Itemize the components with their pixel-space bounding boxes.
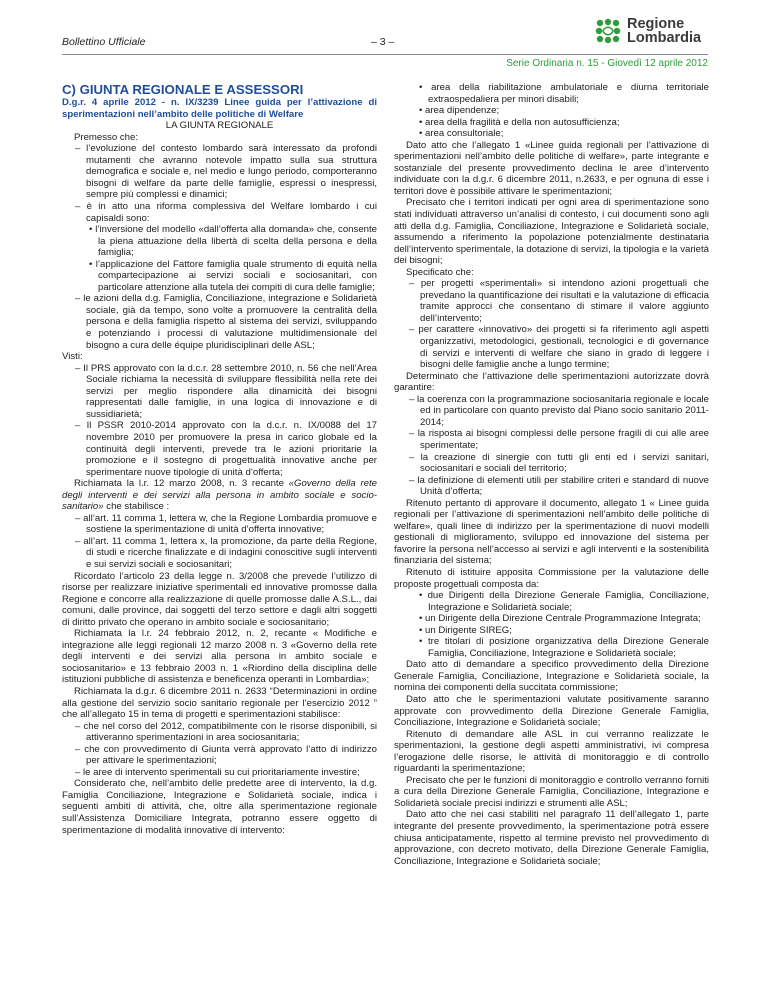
paragraph: Determinato che l’attivazione delle sperimentazioni autorizzate dovrà garantire:	[394, 370, 709, 394]
left-column	[62, 82, 377, 836]
dash-item: – la definizione di elementi utili per stabilire criteri e standard di nuove Unità d’offerta;	[409, 474, 709, 498]
header-rule	[62, 54, 708, 55]
regione-lombardia-logo	[595, 17, 701, 45]
dash-item: – per carattere «innovativo» dei progetti si fa riferimento agli aspetti organizzativi, metodologici, gestionali, tecnologici e di governance di servizi e interventi di welfare che siano in grado di leggere i bisogni delle famiglie anche a lungo termine;	[409, 324, 709, 371]
dash-item: – le azioni della d.g. Famiglia, Conciliazione, integrazione e Solidarietà sociale, già da tempo, sono volte a promuovere la centralità della persona e della famiglia rispetto al sistema dei servizi, sviluppando e potenziando i processi di valutazione multidimensionale del bisogno a cura delle équipe pluridisciplinari delle ASL;	[75, 293, 377, 351]
bullet-item: • area della fragilità e della non autosufficienza;	[419, 116, 620, 128]
dash-item: – la creazione di sinergie con tutti gli enti ed i servizi sanitari, sociosanitari e sociali del territorio;	[409, 451, 709, 475]
dash-item: – per progetti «sperimentali» si intendono azioni progettuali che prevedano la quantificazione dei risultati e la valutazione di efficacia tramite approcci che consentano di stimare il valore aggiunto dell’intervento;	[409, 278, 709, 324]
bullet-item: • un Dirigente della Direzione Centrale Programmazione Integrata;	[419, 613, 701, 625]
paragraph: Specificato che:	[406, 266, 474, 278]
bullet-item: • l’inversione del modello «dall’offerta alla domanda» che, consente la piena attuazione della libertà di scelta della persona e della famiglia;	[89, 224, 377, 259]
bullet-item: • tre titolari di posizione organizzativa della Direzione Generale Famiglia, Conciliazione, Integrazione e Solidarietà sociale;	[419, 636, 709, 659]
dash-item: – che nel corso del 2012, compatibilmente con le risorse disponibili, si attiveranno sperimentazioni in area sociosanitaria;	[75, 720, 377, 744]
text: Richiamata la l.r. 12 marzo 2008, n. 3 recante	[74, 478, 289, 490]
paragraph: Ritenuto di demandare alle ASL in cui verranno realizzate le sperimentazioni, la gestione degli aspetti amministrativi, ivi compresa l’erogazione delle risorse, le attività di monitoraggio e di controllo riguardanti la sperimentazione;	[394, 728, 709, 775]
paragraph: Dato atto che nei casi stabiliti nel paragrafo 11 dell’allegato 1, parte integrante del presente provvedimento, la sperimentazione potrà essere chiusa anticipatamente, rispetto al termine previsto nel provvedimento di approvazione, con decreto motivato, della Direzione Generale Famiglia, Conciliazione, Integrazione e Solidarietà sociale;	[394, 809, 709, 867]
bullet-item: • due Dirigenti della Direzione Generale Famiglia, Conciliazione, Integrazione e Solidarietà sociale;	[419, 590, 709, 613]
page-number: – 3 –	[371, 36, 395, 48]
paragraph: Ricordato l’articolo 23 della legge n. 3/2008 che prevede l’utilizzo di risorse per realizzare iniziative sperimentali ed innovative promosse dalla Regione e concorre alla realizzazione di quelle promosse dalle A.S.L., dai comuni, dalle province, dai soggetti del terzo settore e dagli altri soggetti di diritto privato che operano in ambito sociale e sociosanitario;	[62, 570, 377, 628]
logo-text	[627, 17, 701, 45]
paragraph: Precisato che per le funzioni di monitoraggio e controllo verranno forniti a cura della Direzione Generale Famiglia, Conciliazione, Integrazione e Solidarietà sociale precisi indirizzi e strumenti alle ASL;	[394, 774, 709, 809]
dash-item: – la coerenza con la programmazione sociosanitaria regionale e locale ed in particolare con quanto previsto dal Piano socio sanitario 2011-2014;	[409, 393, 709, 428]
paragraph: Precisato che i territori indicati per ogni area di sperimentazione sono stati individuati attraverso un’analisi di contesto, i cui documenti sono agli atti della d.g. Famiglia, Conciliazione, Integrazione e Solidarietà sociale, assumendo a riferimento la popolazione potenzialmente destinataria dell’intervento sperimentale, la dotazione di servizi, la tipologia e la varietà dei bisogni;	[394, 197, 709, 267]
paragraph: Dato atto che l’allegato 1 «Linee guida regionali per l’attivazione di sperimentazioni nell’ambito delle politiche di welfare», parte integrante e sostanziale del presente provvedimento declina le aree d’intervento individuate con la d.g.r. 6 dicembre 2011, n.2633, e per ognuna di esse i territori dove è possibile attivare le sperimentazioni;	[394, 139, 709, 197]
dash-item: – all’art. 11 comma 1, lettera x, la promozione, da parte della Regione, di studi e ricerche finalizzate e di indagini conoscitive sugli interventi e sui servizi sociali e sociosanitari;	[75, 535, 377, 570]
dash-item: – Il PSSR 2010-2014 approvato con la d.c.r. n. IX/0088 del 17 novembre 2010 per promuovere la presa in carico globale ed la continuità degli interventi, prevede tra le azioni prioritarie la promozione e il sostegno di progettualità innovative anche per sperimentare nuove tipologie di unità d’offerta;	[75, 420, 377, 478]
series-info: Serie Ordinaria n. 15 - Giovedì 12 aprile 2012	[506, 58, 708, 69]
bullet-item: • area consultoriale;	[419, 128, 504, 140]
right-column	[394, 82, 709, 867]
paragraph: Premesso che:	[74, 131, 138, 143]
bullet-item: • area dipendenze;	[419, 105, 500, 117]
bullet-item: • un Dirigente SIREG;	[419, 624, 512, 636]
dash-item: – Il PRS approvato con la d.c.r. 28 settembre 2010, n. 56 che nell’Area Sociale richiama la necessità di sviluppare flessibilità nella rete dei servizi per meglio rispondere alla dinamicità dei bisogni rappresentati dalle famiglie, in una logica di innovazione e di sussidiarietà;	[75, 362, 377, 420]
dash-item: – le aree di intervento sperimentali su cui prioritariamente investire;	[75, 766, 360, 778]
rose-camuna-icon	[595, 18, 621, 44]
dash-item: – l’evoluzione del contesto lombardo sarà interessato da profondi mutamenti che avranno notevole impatto sulla sua struttura demografica e sociale e, nel medio e lungo periodo, comporteranno bisogni di welfare da parte delle famiglie, espressi o inespressi, sempre più complessi e dinamici;	[75, 143, 377, 201]
text: che stabilisce :	[103, 501, 170, 513]
section-title: C) GIUNTA REGIONALE E ASSESSORI	[62, 82, 304, 97]
paragraph	[62, 478, 377, 513]
giunta-heading: LA GIUNTA REGIONALE	[165, 120, 274, 132]
logo-line-2: Lombardia	[627, 30, 702, 46]
dash-item: – la risposta ai bisogni complessi delle persone fragili di cui alle aree sperimentate;	[409, 428, 709, 451]
logo-line-1: Regione	[627, 16, 685, 32]
law-title: «Governo della rete degli interventi e dei servizi alla persona in ambito sociale e socio-sanitario»	[62, 478, 377, 513]
paragraph: Richiamata la d.g.r. 6 dicembre 2011 n. 2633 “Determinazioni in ordine alla gestione del servizio socio sanitario regionale per l’esercizio 2012 ” che all’allegato 15 in tema di progetti e sperimentazioni stabilisce:	[62, 685, 377, 721]
paragraph: Dato atto che le sperimentazioni valutate positivamente saranno approvate con provvedimento della Direzione Generale Famiglia, Conciliazione, Integrazione e Solidarietà sociale;	[394, 693, 709, 729]
paragraph: Richiamata la l.r. 24 febbraio 2012, n. 2, recante « Modifiche e integrazione alle leggi regionali 12 marzo 2008 n. 3 «Governo della rete degli interventi e dei servizi alla persona in ambito sociale e sociosanitario» e 13 febbraio 2003 n. 1 «Riordino della disciplina delle istituzioni pubbliche di assistenza e beneficenza operanti in Lombardia»;	[62, 628, 377, 686]
dash-item: – è in atto una riforma complessiva del Welfare lombardo i cui capisaldi sono:	[75, 201, 377, 224]
paragraph: Visti:	[62, 351, 83, 363]
paragraph: Dato atto di demandare a specifico provvedimento della Direzione Generale Famiglia, Conciliazione, Integrazione e Solidarietà sociale, la nomina dei componenti della succitata commissione;	[394, 659, 709, 694]
dash-item: – che con provvedimento di Giunta verrà approvato l’atto di indirizzo per attivare le sperimentazioni;	[75, 743, 377, 767]
bulletin-title: Bollettino Ufficiale	[62, 36, 146, 48]
paragraph: Considerato che, nell’ambito delle predette aree di intervento, la d.g. Famiglia Conciliazione, Integrazione e Solidarietà sociale, indica i seguenti ambiti di attività, che, oltre alla sperimentazione regionale sull’Assistenza Domiciliare Integrata, potranno essere oggetto di sperimentazione di modalità innovative di intervento:	[62, 778, 377, 836]
paragraph: Ritenuto pertanto di approvare il documento, allegato 1 « Linee guida regionali per l’attivazione di sperimentazioni nell’ambito delle politiche di welfare», quali linee di indirizzo per la sperimentazione di nuovi modelli gestionali di miglioramento, sviluppo ed innovazione del sistema per favorire la persona nell’accesso ai servizi e agli interventi e la sostenibilità finanziaria del sistema;	[394, 497, 709, 567]
paragraph: Ritenuto di istituire apposita Commissione per la valutazione delle proposte progettuali composta da:	[394, 566, 709, 590]
dash-item: – all’art. 11 comma 1, lettera w, che la Regione Lombardia promuove e sostiene la sperimentazione di unità d’offerta innovative;	[75, 512, 377, 536]
bullet-item: • l’applicazione del Fattore famiglia quale strumento di equità nella compartecipazione ai servizi sociali e sociosanitari, con particolare attenzione alla tutela dei compiti di cura delle famiglie;	[89, 258, 377, 293]
bullet-item: • area della riabilitazione ambulatoriale e diurna territoriale extraospedaliera per minori disabili;	[419, 82, 709, 105]
delibera-title: D.g.r. 4 aprile 2012 - n. IX/3239 Linee guida per l’attivazione di sperimentazioni nell’ambito delle politiche di Welfare	[62, 97, 377, 120]
